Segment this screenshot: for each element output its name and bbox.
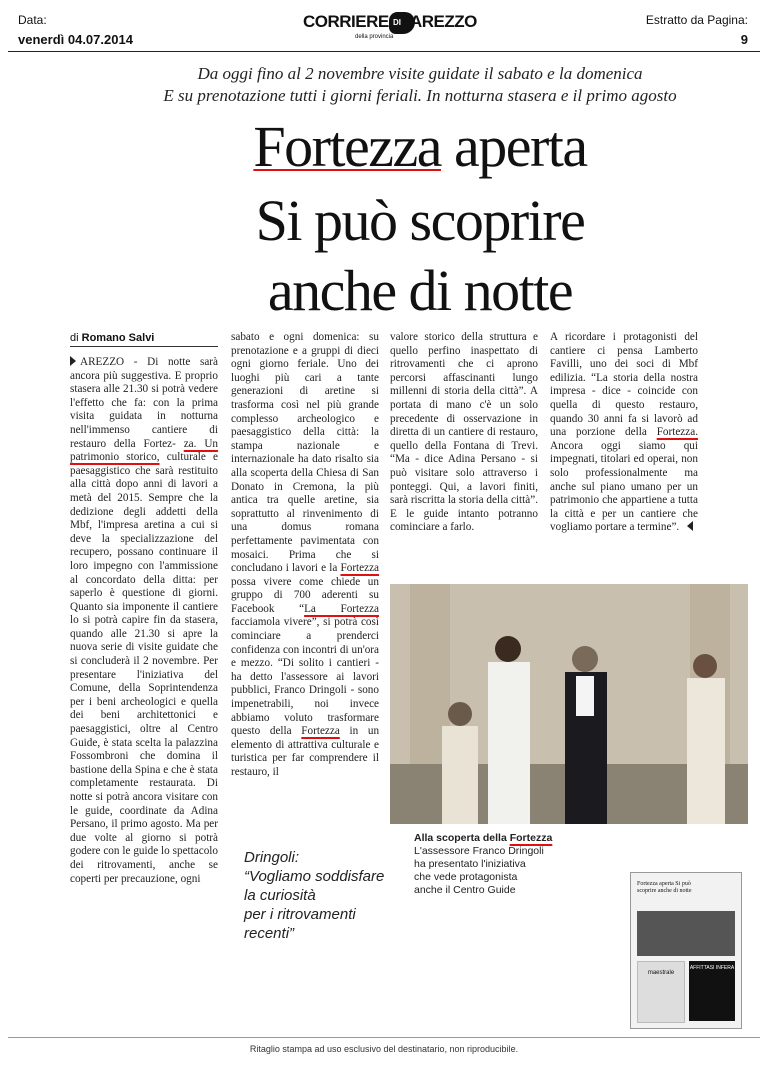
thumbnail-photo xyxy=(637,911,735,956)
end-arrow-icon xyxy=(687,521,693,531)
article-photo xyxy=(390,584,748,824)
article-column-1 xyxy=(70,356,218,886)
byline-prefix: di xyxy=(70,332,79,344)
pull-quote-line-5: recenti” xyxy=(244,925,295,942)
pull-quote-line-2: “Vogliamo soddisfare xyxy=(244,868,385,885)
caption-line-2: ha presentato l'iniziativa xyxy=(414,858,526,870)
header-rule xyxy=(8,51,760,52)
byline-author: Romano Salvi xyxy=(81,332,155,344)
caption-title-keyword: Fortezza xyxy=(509,832,553,844)
pull-quote-line-1: Dringoli: xyxy=(244,849,300,866)
column-3-text: valore storico della struttura e quello perfino inaspettato di ritrovamenti che ci aprono percorsi affascinanti lungo millenni di storia della città”. A portata di mano c'è un solo precedente di osservazione in diretta di un cantiere di restauro, quello della Fontana di Trevi. “Ma - dice Adina Persano - si può visitare solo attraverso i ponteggi. Qui, a lavori finiti, sarà riscritta la storia della città”. E le guide intanto potranno cominciare a farlo. xyxy=(390,331,538,534)
page-label: Estratto da Pagina: xyxy=(645,13,748,27)
column-2-keyword-1: Fortezza xyxy=(340,562,380,575)
headline-line-3: anche di notte xyxy=(267,258,573,323)
page-thumbnail xyxy=(630,872,742,1029)
article-column-3 xyxy=(390,331,538,535)
headline-keyword-fortezza: Fortezza xyxy=(253,114,441,179)
thumbnail-headline: Fortezza aperta Si può scoprire anche di notte xyxy=(637,881,692,894)
caption-line-3: che vede protagonista xyxy=(414,871,518,883)
thumbnail-ad-text: AFFITTASI INFERA xyxy=(689,965,735,971)
byline xyxy=(70,332,218,347)
photo-caption xyxy=(414,832,604,897)
footer-rule xyxy=(8,1037,760,1038)
headline-line-1 xyxy=(140,114,700,179)
page-value: 9 xyxy=(740,32,748,47)
column-1-text-b: culturale e paesaggistico che sarà restituito alla città dopo anni di lavori a metà del 2015. Sempre che la dedizione degli addetti della Mbf, l'impresa aretina a cui si deve la specializzazione del recupero, possano continuare il loro impegno con l'ammissione al concordato della ditta: per saperlo è questione di giorni. Quanto sia imponente il cantiere lo si potrà capire fin da stasera, quando alle 21.30 si apre la nuova serie di visite guidate che si concluderà il 2 novembre. Per presentare l'iniziativa del Comune, della Soprintendenza per i beni archeologici e quella dei beni architettonici e paesaggistici, oltre al Centro Guide, è stata scelta la palazzina Fossombroni che domina il bastione della Spina e che è stata completamente restaurata. Di notte si potrà ancora visitare con le guide, coordinate da Adina Persano, il primo agosto. Ma per due volte al giorno si potrà godere con le guide lo spettacolo dei ritrovamenti, anche se coperti per precauzione, ogni xyxy=(70,451,219,885)
logo-tagline: della provincia xyxy=(355,34,394,40)
column-4-keyword: Fortezza. xyxy=(656,426,698,439)
pull-quote xyxy=(244,848,394,943)
caption-line-1: L'assessore Franco Dringoli xyxy=(414,845,544,857)
column-2-text-b: possa vivere come chiede un gruppo di 700 aderenti su Facebook “ xyxy=(231,575,379,615)
pull-quote-line-3: la curiosità xyxy=(244,887,316,904)
date-value: venerdì 04.07.2014 xyxy=(18,32,133,47)
column-2-keyword-2: La Fortezza xyxy=(304,602,379,615)
headline-word-aperta: aperta xyxy=(454,114,587,179)
kicker-line-2: E su prenotazione tutti i giorni feriali. In notturna stasera e il primo agosto xyxy=(163,86,677,105)
caption-title xyxy=(414,832,604,845)
footer-disclaimer: Ritaglio stampa ad uso esclusivo del destinatario, non riproducibile. xyxy=(249,1044,519,1054)
thumbnail-brand: maestrale xyxy=(647,970,675,976)
logo-word-arezzo: AREZZO xyxy=(410,12,477,31)
headline-line-2: Si può scoprire xyxy=(255,188,585,253)
column-4-text-b: Ancora oggi siamo qui impegnati, titolari ed operai, non solo professionalmente ma anche sul piano umano per un patrimonio che appartiene a tutta la città e per un cantiere che vogliamo portare a termine”. xyxy=(550,439,698,534)
thumbnail-ad-right xyxy=(689,961,735,1021)
caption-line-4: anche il Centro Guide xyxy=(414,884,516,896)
column-2-text-d: in un elemento di attrattiva culturale e turistica per far comprendere il restauro, il xyxy=(231,725,380,778)
column-2-text-a: sabato e ogni domenica: su prenotazione e a gruppi di dieci ogni giorno feriale. Uno dei luoghi più cari a tante generazioni di aretine si trasforma così nel più grande complesso archeologico e paesaggistico della città: la stampa nazionale e internazionale ha dato risalto sia alla scoperta della Chiesa di San Donato in Cremona, la più antica tra quelle aretine, sia soprattutto al rinvenimento di una domus romana perfettamente pavimentata con mosaici. Prima che si concludano i lavori e la xyxy=(231,331,379,575)
column-1-text-a: AREZZO - Di notte sarà ancora più suggestiva. E proprio stasera alle 21.30 si potrà vedere l'effetto che fa: con la prima visita guidata in notturna nell'immenso cantiere di restauro della Fortez- xyxy=(70,356,218,450)
column-1-highlight: za. Un patrimonio storico, xyxy=(70,437,218,464)
photo-illustration xyxy=(390,584,748,824)
pull-quote-line-4: per i ritrovamenti xyxy=(244,906,356,923)
article-column-4 xyxy=(550,331,698,535)
column-2-text-c: facciamola vivere”, si potrà così cominciare a prenderci confidenza con incontri di un'ora e mezzo. “Di solito i cantieri - ha detto l'assessore ai lavori pubblici, Franco Dringoli - sono impenetrabili, noi invece abbiamo voluto trasformare questo della xyxy=(231,616,379,738)
logo-word-corriere: CORRIERE xyxy=(303,12,389,31)
article-column-2 xyxy=(231,331,379,780)
column-4-text-a: A ricordare i protagonisti del cantiere ci pensa Lamberto Favilli, uno dei soci di Mbf edilizia. “La storia della nostra impresa - dice - coincide con quella di questo restauro, quando 30 anni fa si lavorò ad una porzione della xyxy=(550,331,698,439)
kicker-line-1: Da oggi fino al 2 novembre visite guidate il sabato e la domenica xyxy=(197,64,643,83)
start-arrow-icon xyxy=(70,356,76,366)
thumbnail-ad-left xyxy=(637,961,685,1023)
column-2-keyword-3: Fortezza xyxy=(301,725,340,738)
caption-title-prefix: Alla scoperta della xyxy=(414,832,507,844)
date-label: Data: xyxy=(18,13,47,27)
newspaper-logo xyxy=(303,10,477,44)
logo-di: DI xyxy=(393,18,401,27)
